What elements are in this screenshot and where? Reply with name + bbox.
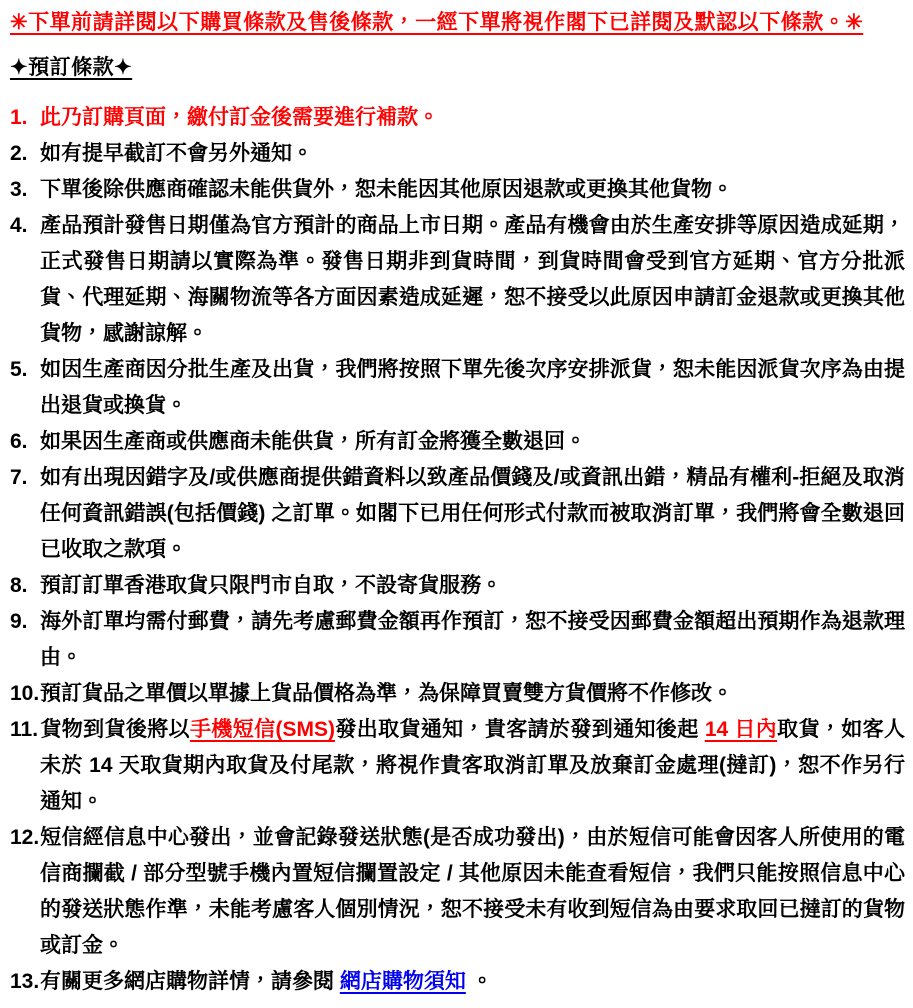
term-number: 12. [10,826,40,849]
term-text-run: 下單後除供應商確認未能供貨外，恕未能因其他原因退款或更換其他貨物。 [40,178,733,201]
term-number: 9. [10,610,28,633]
term-number: 10. [10,682,40,705]
term-number: 11. [10,718,39,741]
term-item-5 [10,352,905,424]
term-text-run: 如有出現因錯字及/或供應商提供錯資料以致產品價錢及/或資訊出錯，精品有權利-拒絕及取消任何資訊錯誤(包括價錢) 之訂單。如閣下已用任何形式付款而被取消訂單，我們將會全數退回已收取之款項。 [40,466,905,561]
term-text-run: 有關更多網店購物詳情，請參閱 [40,970,340,993]
term-item-9 [10,604,905,676]
term-number: 1. [10,106,28,129]
term-item-11 [10,712,905,820]
term-text-run: 海外訂單均需付郵費，請先考慮郵費金額再作預訂，恕不接受因郵費金額超出預期作為退款理由。 [40,610,905,669]
term-item-10 [10,676,905,712]
pre-order-warning-banner: ✳下單前請詳閱以下購買條款及售後條款，一經下單將視作閣下已詳閱及默認以下條款。✳ [10,11,864,34]
section-title-preorder-terms: ✦預訂條款✦ [10,56,133,79]
term-text-run: 。 [465,970,493,993]
term-text-run: 預訂貨品之單價以單據上貨品價格為準，為保障買賣雙方貨價將不作修改。 [40,682,733,705]
term-text-run: 預訂訂單香港取貨只限門市自取，不設寄貨服務。 [40,574,502,597]
term-item-12 [10,820,905,964]
term-text-run: 貨物到貨後將以 [40,718,190,741]
store-shopping-notice-link[interactable]: 網店購物須知 [339,970,466,993]
term-text-run: 產品預計發售日期僅為官方預計的商品上市日期。產品有機會由於生產安排等原因造成延期，正式發售日期請以實際為準。發售日期非到貨時間，到貨時間會受到官方延期、官方分批派貨、代理延期、海關物流等各方面因素造成延遲，恕不接受以此原因申請訂金退款或更換其他貨物，感謝諒解。 [40,214,905,345]
term-text-run: 取貨，如客人未於 14 天取貨期內取貨及付尾款，將視作貴客取消訂單及放棄訂金處理(撻訂)，恕不作另行通知。 [40,718,905,813]
term-text-run: 發出取貨通知，貴客請於發到通知後起 [334,718,705,741]
term-number: 6. [10,430,28,453]
term-number: 8. [10,574,28,597]
term-item-7 [10,460,905,568]
term-text-run: 如有提早截訂不會另外通知。 [40,142,313,165]
term-item-2 [10,136,905,172]
term-text-run: 短信經信息中心發出，並會記錄發送狀態(是否成功發出)，由於短信可能會因客人所使用的電信商攔截 / 部分型號手機內置短信攔置設定 / 其他原因未能查看短信，我們只能按照信息中心的發送狀態作準，未能考慮客人個別情況，恕不接受未有收到短信為由要求取回已撻訂的貨物或訂金。 [40,826,905,957]
term-text-run: 14 日內 [704,718,778,741]
term-item-4 [10,208,905,352]
term-text-run: 如因生產商因分批生產及出貨，我們將按照下單先後次序安排派貨，恕未能因派貨次序為由提出退貨或換貨。 [40,358,905,417]
term-number: 4. [10,214,28,237]
terms-list [10,100,905,1000]
term-text-run: 如果因生產商或供應商未能供貨，所有訂金將獲全數退回。 [40,430,586,453]
term-number: 13. [10,970,40,993]
term-item-8 [10,568,905,604]
term-item-1 [10,100,905,136]
term-number: 3. [10,178,28,201]
term-number: 5. [10,358,28,381]
term-text-run: 手機短信(SMS) [189,718,335,741]
term-item-13 [10,964,905,1000]
term-item-3 [10,172,905,208]
term-number: 2. [10,142,28,165]
term-number: 7. [10,466,28,489]
term-item-6 [10,424,905,460]
term-text-run: 此乃訂購頁面，繳付訂金後需要進行補款。 [40,106,439,129]
